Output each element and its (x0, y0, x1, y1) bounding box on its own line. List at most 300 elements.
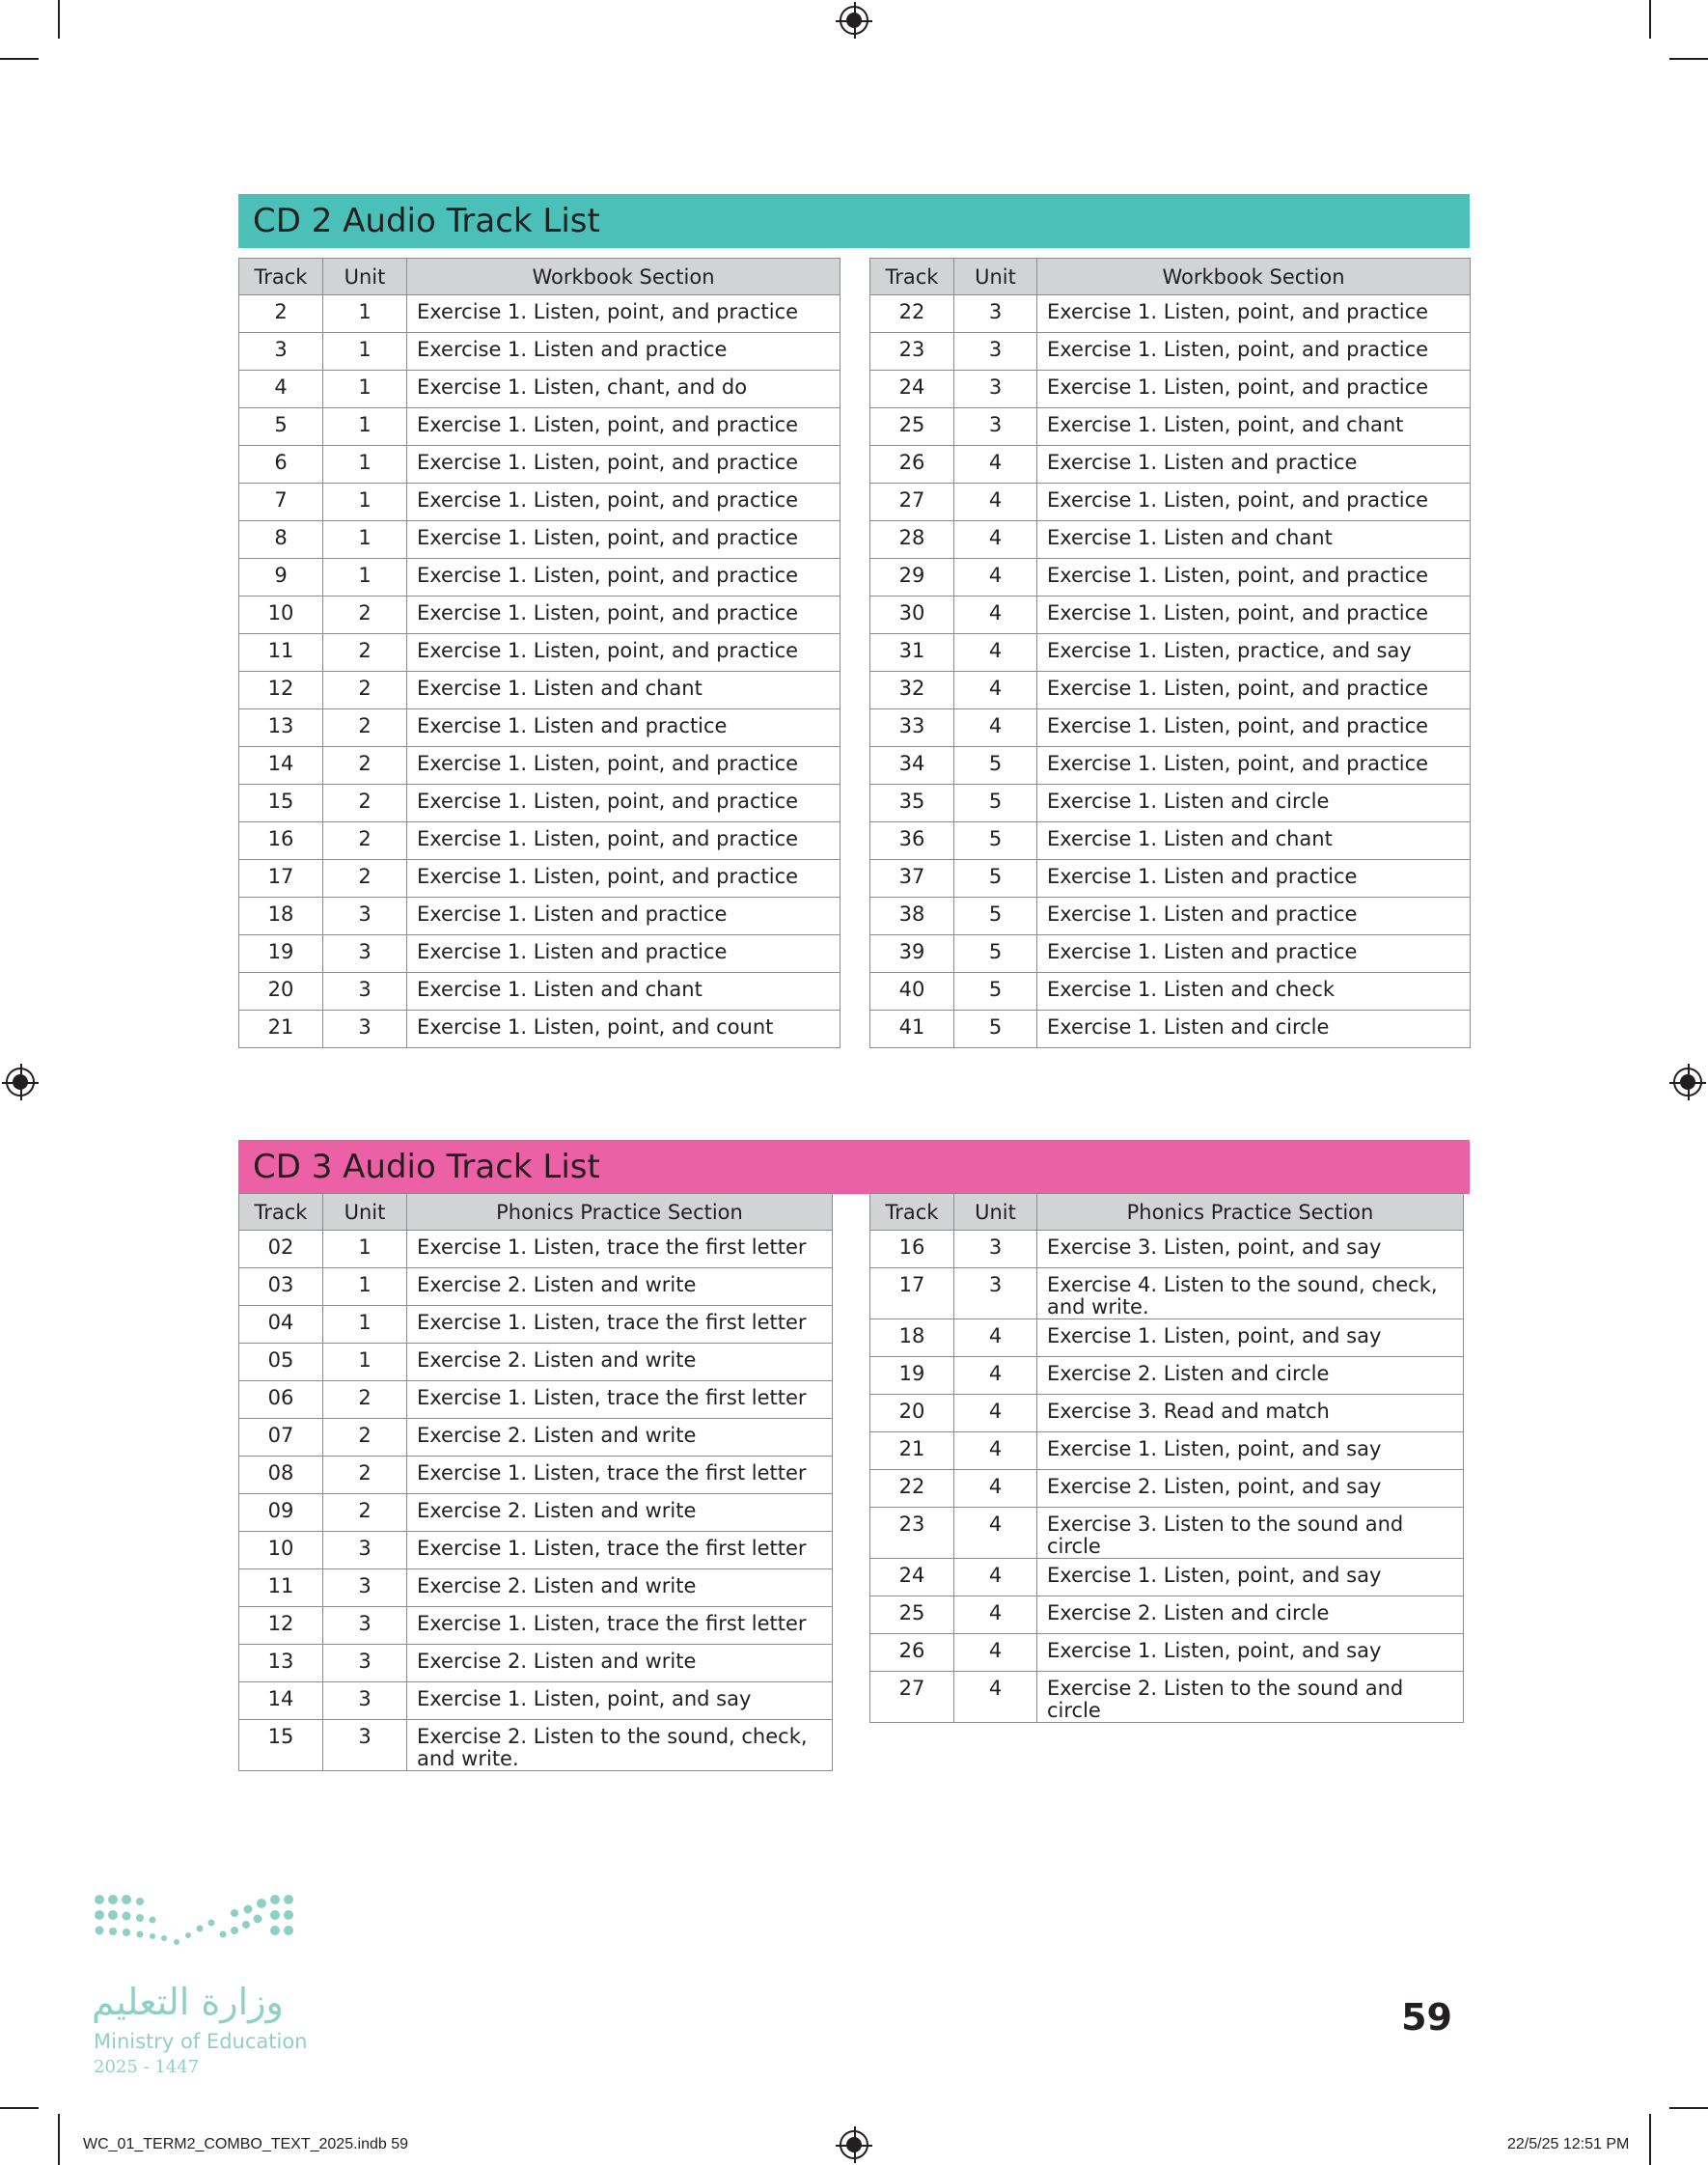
cd3-title-banner (238, 1140, 1470, 1194)
track-cell: 27 (870, 1672, 954, 1723)
track-cell: 20 (239, 973, 323, 1011)
section-cell: Exercise 2. Listen to the sound, check, and write. (407, 1720, 833, 1771)
table-row (870, 634, 1471, 672)
column-header-unit: Unit (954, 259, 1037, 295)
table-row (239, 1720, 833, 1771)
cd2-title-banner (238, 194, 1470, 248)
section-cell: Exercise 2. Listen and write (407, 1419, 833, 1457)
table-row (239, 973, 840, 1011)
table-row (870, 1596, 1464, 1634)
section-cell: Exercise 1. Listen, point, and practice (407, 559, 840, 597)
track-cell: 22 (870, 295, 954, 333)
column-header-unit: Unit (323, 259, 407, 295)
table-row (870, 973, 1471, 1011)
table-row (239, 408, 840, 446)
track-cell: 16 (870, 1231, 954, 1268)
table-row (239, 1532, 833, 1569)
track-cell: 26 (870, 446, 954, 484)
crop-mark (1649, 2114, 1651, 2165)
section-cell: Exercise 2. Listen and write (407, 1268, 833, 1306)
unit-cell: 4 (954, 1596, 1037, 1634)
section-cell: Exercise 1. Listen and circle (1037, 1011, 1471, 1048)
registration-mark-icon (840, 6, 868, 35)
table-row (239, 1645, 833, 1682)
column-header-section: Workbook Section (1037, 259, 1471, 295)
track-cell: 23 (870, 333, 954, 371)
registration-mark-icon (1673, 1068, 1702, 1096)
table-row (239, 371, 840, 408)
track-cell: 36 (870, 822, 954, 860)
section-cell: Exercise 1. Listen, point, and practice (407, 747, 840, 785)
track-cell: 11 (239, 634, 323, 672)
unit-cell: 3 (323, 935, 407, 973)
track-cell: 9 (239, 559, 323, 597)
table-row (870, 1559, 1464, 1596)
track-cell: 33 (870, 709, 954, 747)
unit-cell: 2 (323, 860, 407, 898)
print-slug-date: 22/5/25 12:51 PM (1507, 2136, 1630, 2152)
table-row (870, 371, 1471, 408)
section-cell: Exercise 3. Read and match (1037, 1395, 1464, 1432)
section-cell: Exercise 1. Listen and practice (1037, 935, 1471, 973)
unit-cell: 5 (954, 973, 1037, 1011)
section-cell: Exercise 2. Listen and write (407, 1494, 833, 1532)
table-row (870, 822, 1471, 860)
table-row (870, 333, 1471, 371)
table-row (870, 1268, 1464, 1319)
unit-cell: 4 (954, 1319, 1037, 1357)
unit-cell: 4 (954, 672, 1037, 709)
unit-cell: 3 (323, 1607, 407, 1645)
cd3-table-left (238, 1193, 833, 1771)
unit-cell: 3 (323, 1682, 407, 1720)
track-cell: 25 (870, 1596, 954, 1634)
track-cell: 3 (239, 333, 323, 371)
table-row (870, 295, 1471, 333)
ministry-name-english: Ministry of Education (94, 2030, 308, 2053)
unit-cell: 4 (954, 1357, 1037, 1395)
track-cell: 32 (870, 672, 954, 709)
ministry-logo-icon (92, 1892, 304, 1969)
column-header-section: Phonics Practice Section (407, 1194, 833, 1231)
track-cell: 30 (870, 597, 954, 634)
column-header-unit: Unit (323, 1194, 407, 1231)
unit-cell: 5 (954, 822, 1037, 860)
table-row (870, 1357, 1464, 1395)
track-cell: 11 (239, 1569, 323, 1607)
section-cell: Exercise 1. Listen and practice (407, 333, 840, 371)
section-cell: Exercise 1. Listen, chant, and do (407, 371, 840, 408)
unit-cell: 4 (954, 484, 1037, 521)
table-row (870, 672, 1471, 709)
track-cell: 12 (239, 1607, 323, 1645)
table-row (239, 1457, 833, 1494)
column-header-track: Track (239, 1194, 323, 1231)
track-cell: 21 (239, 1011, 323, 1048)
table-row (239, 1268, 833, 1306)
table-row (870, 1319, 1464, 1357)
section-cell: Exercise 1. Listen and chant (407, 973, 840, 1011)
section-cell: Exercise 2. Listen and write (407, 1569, 833, 1607)
section-cell: Exercise 1. Listen, point, and practice (407, 484, 840, 521)
track-cell: 15 (239, 785, 323, 822)
section-cell: Exercise 1. Listen and practice (1037, 446, 1471, 484)
table-row (239, 295, 840, 333)
section-cell: Exercise 2. Listen, point, and say (1037, 1470, 1464, 1508)
section-cell: Exercise 1. Listen, point, and practice (407, 408, 840, 446)
table-row (870, 1634, 1464, 1672)
section-cell: Exercise 1. Listen, trace the first letter (407, 1231, 833, 1268)
unit-cell: 5 (954, 898, 1037, 935)
unit-cell: 2 (323, 1381, 407, 1419)
unit-cell: 4 (954, 1634, 1037, 1672)
table-row (239, 785, 840, 822)
track-cell: 07 (239, 1419, 323, 1457)
table-row (239, 747, 840, 785)
table-row (239, 597, 840, 634)
unit-cell: 1 (323, 484, 407, 521)
section-cell: Exercise 1. Listen and practice (407, 709, 840, 747)
table-row (239, 521, 840, 559)
track-cell: 24 (870, 1559, 954, 1596)
table-row (239, 1569, 833, 1607)
track-cell: 08 (239, 1457, 323, 1494)
track-cell: 20 (870, 1395, 954, 1432)
table-row (870, 709, 1471, 747)
section-cell: Exercise 1. Listen, point, and practice (1037, 295, 1471, 333)
column-header-track: Track (870, 1194, 954, 1231)
table-row (239, 484, 840, 521)
table-row (870, 559, 1471, 597)
track-cell: 22 (870, 1470, 954, 1508)
table-row (239, 709, 840, 747)
track-cell: 18 (870, 1319, 954, 1357)
unit-cell: 2 (323, 709, 407, 747)
section-cell: Exercise 1. Listen, point, and say (1037, 1634, 1464, 1672)
unit-cell: 2 (323, 1457, 407, 1494)
unit-cell: 4 (954, 1508, 1037, 1559)
unit-cell: 2 (323, 672, 407, 709)
unit-cell: 3 (323, 1720, 407, 1771)
unit-cell: 3 (954, 333, 1037, 371)
track-cell: 05 (239, 1344, 323, 1381)
section-cell: Exercise 1. Listen, point, and practice (407, 295, 840, 333)
section-cell: Exercise 1. Listen and check (1037, 973, 1471, 1011)
unit-cell: 4 (954, 446, 1037, 484)
table-row (870, 747, 1471, 785)
section-cell: Exercise 2. Listen and write (407, 1344, 833, 1381)
crop-mark (1649, 0, 1651, 39)
column-header-section: Phonics Practice Section (1037, 1194, 1464, 1231)
table-row (870, 597, 1471, 634)
unit-cell: 3 (954, 408, 1037, 446)
track-cell: 24 (870, 371, 954, 408)
unit-cell: 4 (954, 521, 1037, 559)
unit-cell: 2 (323, 822, 407, 860)
section-cell: Exercise 1. Listen, point, and practice (1037, 672, 1471, 709)
unit-cell: 5 (954, 935, 1037, 973)
section-cell: Exercise 3. Listen, point, and say (1037, 1231, 1464, 1268)
table-row (870, 935, 1471, 973)
unit-cell: 3 (323, 898, 407, 935)
track-cell: 6 (239, 446, 323, 484)
page-number: 59 (1401, 1996, 1452, 2039)
table-row (870, 1432, 1464, 1470)
unit-cell: 1 (323, 1231, 407, 1268)
unit-cell: 3 (323, 1569, 407, 1607)
table-row (239, 1682, 833, 1720)
table-row (239, 446, 840, 484)
table-row (239, 860, 840, 898)
unit-cell: 4 (954, 709, 1037, 747)
crop-mark (1669, 2107, 1708, 2109)
unit-cell: 1 (323, 1344, 407, 1381)
unit-cell: 3 (954, 295, 1037, 333)
unit-cell: 2 (323, 1494, 407, 1532)
cd2-title: CD 2 Audio Track List (253, 202, 600, 240)
table-row (870, 1672, 1464, 1723)
section-cell: Exercise 1. Listen and chant (407, 672, 840, 709)
unit-cell: 5 (954, 860, 1037, 898)
track-cell: 37 (870, 860, 954, 898)
track-cell: 2 (239, 295, 323, 333)
section-cell: Exercise 1. Listen, point, and practice (1037, 333, 1471, 371)
section-cell: Exercise 1. Listen, point, and practice (1037, 559, 1471, 597)
unit-cell: 5 (954, 1011, 1037, 1048)
track-cell: 06 (239, 1381, 323, 1419)
unit-cell: 1 (323, 521, 407, 559)
section-cell: Exercise 1. Listen, point, and say (1037, 1559, 1464, 1596)
table-row (239, 1607, 833, 1645)
section-cell: Exercise 1. Listen, point, and practice (1037, 597, 1471, 634)
track-cell: 17 (239, 860, 323, 898)
section-cell: Exercise 2. Listen and circle (1037, 1596, 1464, 1634)
table-row (239, 1494, 833, 1532)
track-cell: 29 (870, 559, 954, 597)
section-cell: Exercise 1. Listen and practice (407, 935, 840, 973)
section-cell: Exercise 1. Listen, point, and practice (1037, 709, 1471, 747)
table-row (239, 634, 840, 672)
track-cell: 14 (239, 1682, 323, 1720)
unit-cell: 3 (323, 973, 407, 1011)
column-header-section: Workbook Section (407, 259, 840, 295)
cd2-table-right (869, 258, 1471, 1048)
section-cell: Exercise 1. Listen, point, and practice (407, 785, 840, 822)
table-row (239, 333, 840, 371)
section-cell: Exercise 1. Listen and practice (407, 898, 840, 935)
table-row (870, 1231, 1464, 1268)
unit-cell: 3 (323, 1532, 407, 1569)
table-row (239, 672, 840, 709)
section-cell: Exercise 1. Listen, point, and practice (407, 446, 840, 484)
table-row (239, 1344, 833, 1381)
unit-cell: 1 (323, 333, 407, 371)
table-row (870, 521, 1471, 559)
unit-cell: 2 (323, 634, 407, 672)
section-cell: Exercise 4. Listen to the sound, check, and write. (1037, 1268, 1464, 1319)
track-cell: 5 (239, 408, 323, 446)
unit-cell: 3 (323, 1645, 407, 1682)
section-cell: Exercise 1. Listen, point, and practice (1037, 484, 1471, 521)
unit-cell: 4 (954, 634, 1037, 672)
table-row (870, 1395, 1464, 1432)
registration-mark-icon (840, 2130, 868, 2159)
section-cell: Exercise 1. Listen, trace the first letter (407, 1532, 833, 1569)
track-cell: 10 (239, 597, 323, 634)
track-cell: 17 (870, 1268, 954, 1319)
section-cell: Exercise 2. Listen and write (407, 1645, 833, 1682)
track-cell: 10 (239, 1532, 323, 1569)
track-cell: 31 (870, 634, 954, 672)
table-row (870, 484, 1471, 521)
section-cell: Exercise 1. Listen, point, and practice (407, 860, 840, 898)
column-header-unit: Unit (954, 1194, 1037, 1231)
table-row (870, 446, 1471, 484)
section-cell: Exercise 1. Listen and chant (1037, 521, 1471, 559)
unit-cell: 4 (954, 1559, 1037, 1596)
ministry-name-arabic: وزارة التعليم (92, 1981, 284, 2023)
section-cell: Exercise 1. Listen, point, and practice (407, 521, 840, 559)
unit-cell: 3 (954, 1231, 1037, 1268)
track-cell: 02 (239, 1231, 323, 1268)
section-cell: Exercise 1. Listen, trace the first letter (407, 1306, 833, 1344)
track-cell: 34 (870, 747, 954, 785)
crop-mark (0, 2107, 39, 2109)
track-cell: 19 (239, 935, 323, 973)
section-cell: Exercise 1. Listen, point, and practice (407, 822, 840, 860)
section-cell: Exercise 1. Listen and chant (1037, 822, 1471, 860)
table-row (239, 559, 840, 597)
unit-cell: 3 (323, 1011, 407, 1048)
cd2-table-left (238, 258, 840, 1048)
track-cell: 15 (239, 1720, 323, 1771)
unit-cell: 4 (954, 1395, 1037, 1432)
table-row (239, 935, 840, 973)
unit-cell: 4 (954, 1432, 1037, 1470)
section-cell: Exercise 1. Listen, point, and say (407, 1682, 833, 1720)
section-cell: Exercise 1. Listen, point, and practice (407, 597, 840, 634)
track-cell: 03 (239, 1268, 323, 1306)
track-cell: 25 (870, 408, 954, 446)
crop-mark (0, 58, 39, 60)
track-cell: 13 (239, 709, 323, 747)
unit-cell: 4 (954, 1672, 1037, 1723)
unit-cell: 2 (323, 1419, 407, 1457)
track-cell: 23 (870, 1508, 954, 1559)
unit-cell: 1 (323, 371, 407, 408)
unit-cell: 3 (954, 1268, 1037, 1319)
column-header-track: Track (870, 259, 954, 295)
track-cell: 38 (870, 898, 954, 935)
unit-cell: 1 (323, 1268, 407, 1306)
print-slug-file: WC_01_TERM2_COMBO_TEXT_2025.indb 59 (83, 2136, 409, 2152)
unit-cell: 5 (954, 747, 1037, 785)
table-row (239, 1011, 840, 1048)
track-cell: 04 (239, 1306, 323, 1344)
unit-cell: 2 (323, 747, 407, 785)
section-cell: Exercise 1. Listen, point, and say (1037, 1319, 1464, 1357)
cd3-table-right (869, 1193, 1464, 1723)
section-cell: Exercise 1. Listen and practice (1037, 860, 1471, 898)
unit-cell: 1 (323, 1306, 407, 1344)
section-cell: Exercise 1. Listen, point, and chant (1037, 408, 1471, 446)
track-cell: 40 (870, 973, 954, 1011)
section-cell: Exercise 2. Listen to the sound and circle (1037, 1672, 1464, 1723)
section-cell: Exercise 1. Listen, practice, and say (1037, 634, 1471, 672)
track-cell: 35 (870, 785, 954, 822)
unit-cell: 1 (323, 408, 407, 446)
section-cell: Exercise 1. Listen, trace the first letter (407, 1381, 833, 1419)
track-cell: 26 (870, 1634, 954, 1672)
track-cell: 4 (239, 371, 323, 408)
table-row (239, 1381, 833, 1419)
section-cell: Exercise 1. Listen, point, and count (407, 1011, 840, 1048)
crop-mark (1669, 58, 1708, 60)
table-row (870, 898, 1471, 935)
table-row (870, 1508, 1464, 1559)
table-row (239, 1306, 833, 1344)
column-header-track: Track (239, 259, 323, 295)
table-row (870, 408, 1471, 446)
unit-cell: 1 (323, 559, 407, 597)
table-row (239, 898, 840, 935)
track-cell: 12 (239, 672, 323, 709)
registration-mark-icon (6, 1068, 35, 1096)
track-cell: 28 (870, 521, 954, 559)
unit-cell: 1 (323, 446, 407, 484)
track-cell: 7 (239, 484, 323, 521)
unit-cell: 4 (954, 559, 1037, 597)
section-cell: Exercise 1. Listen, point, and practice (407, 634, 840, 672)
table-row (239, 822, 840, 860)
section-cell: Exercise 1. Listen and practice (1037, 898, 1471, 935)
table-row (239, 1419, 833, 1457)
track-cell: 09 (239, 1494, 323, 1532)
crop-mark (58, 2114, 60, 2165)
table-row (239, 1231, 833, 1268)
unit-cell: 3 (954, 371, 1037, 408)
track-cell: 18 (239, 898, 323, 935)
table-row (870, 1470, 1464, 1508)
track-cell: 13 (239, 1645, 323, 1682)
track-cell: 27 (870, 484, 954, 521)
track-cell: 39 (870, 935, 954, 973)
track-cell: 8 (239, 521, 323, 559)
unit-cell: 4 (954, 1470, 1037, 1508)
ministry-year: 2025 - 1447 (94, 2057, 200, 2077)
section-cell: Exercise 1. Listen, trace the first letter (407, 1457, 833, 1494)
track-cell: 16 (239, 822, 323, 860)
unit-cell: 4 (954, 597, 1037, 634)
unit-cell: 2 (323, 785, 407, 822)
table-row (870, 1011, 1471, 1048)
section-cell: Exercise 1. Listen, trace the first letter (407, 1607, 833, 1645)
section-cell: Exercise 1. Listen, point, and practice (1037, 371, 1471, 408)
cd3-title: CD 3 Audio Track List (253, 1148, 600, 1186)
table-row (870, 860, 1471, 898)
section-cell: Exercise 2. Listen and circle (1037, 1357, 1464, 1395)
table-row (870, 785, 1471, 822)
unit-cell: 5 (954, 785, 1037, 822)
crop-mark (58, 0, 60, 39)
track-cell: 21 (870, 1432, 954, 1470)
section-cell: Exercise 3. Listen to the sound and circle (1037, 1508, 1464, 1559)
section-cell: Exercise 1. Listen, point, and say (1037, 1432, 1464, 1470)
section-cell: Exercise 1. Listen, point, and practice (1037, 747, 1471, 785)
section-cell: Exercise 1. Listen and circle (1037, 785, 1471, 822)
track-cell: 41 (870, 1011, 954, 1048)
unit-cell: 1 (323, 295, 407, 333)
